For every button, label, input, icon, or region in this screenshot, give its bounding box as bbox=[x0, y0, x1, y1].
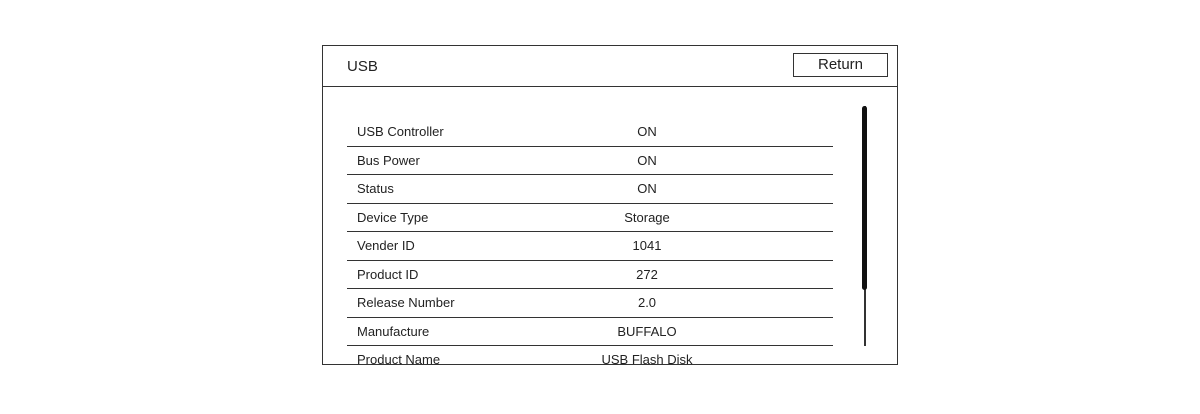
property-value: 1041 bbox=[632, 238, 662, 253]
property-label: Status bbox=[357, 181, 394, 196]
property-label: Product Name bbox=[357, 352, 441, 365]
list-item[interactable] bbox=[347, 118, 833, 147]
property-label: Product ID bbox=[357, 266, 419, 282]
scrollbar-thumb[interactable] bbox=[862, 106, 867, 290]
property-label: Release Number bbox=[357, 295, 455, 310]
window-title: USB bbox=[347, 58, 378, 75]
property-label: USB Controller bbox=[357, 124, 444, 139]
property-value: ON bbox=[637, 181, 657, 196]
list-item[interactable] bbox=[347, 204, 833, 233]
property-label: Manufacture bbox=[357, 323, 430, 339]
list-item[interactable] bbox=[347, 346, 833, 365]
list-item[interactable] bbox=[347, 289, 833, 318]
return-button[interactable]: Return bbox=[793, 53, 888, 77]
list-item[interactable] bbox=[347, 318, 833, 347]
list-item[interactable] bbox=[347, 175, 833, 204]
property-label: Device Type bbox=[357, 209, 429, 225]
property-label: Vender ID bbox=[357, 238, 415, 253]
property-value: ON bbox=[637, 152, 657, 168]
property-value: ON bbox=[637, 124, 657, 139]
property-value: 2.0 bbox=[637, 295, 657, 310]
property-value: 272 bbox=[636, 266, 658, 282]
property-value: BUFFALO bbox=[617, 323, 677, 339]
usb-info-window bbox=[322, 45, 898, 365]
list-item[interactable] bbox=[347, 261, 833, 290]
usb-property-list bbox=[347, 118, 833, 365]
list-item[interactable] bbox=[347, 232, 833, 261]
list-item[interactable] bbox=[347, 147, 833, 176]
property-value: USB Flash Disk bbox=[601, 352, 693, 365]
title-bar bbox=[323, 46, 897, 87]
property-label: Bus Power bbox=[357, 152, 420, 168]
property-value: Storage bbox=[624, 209, 670, 225]
